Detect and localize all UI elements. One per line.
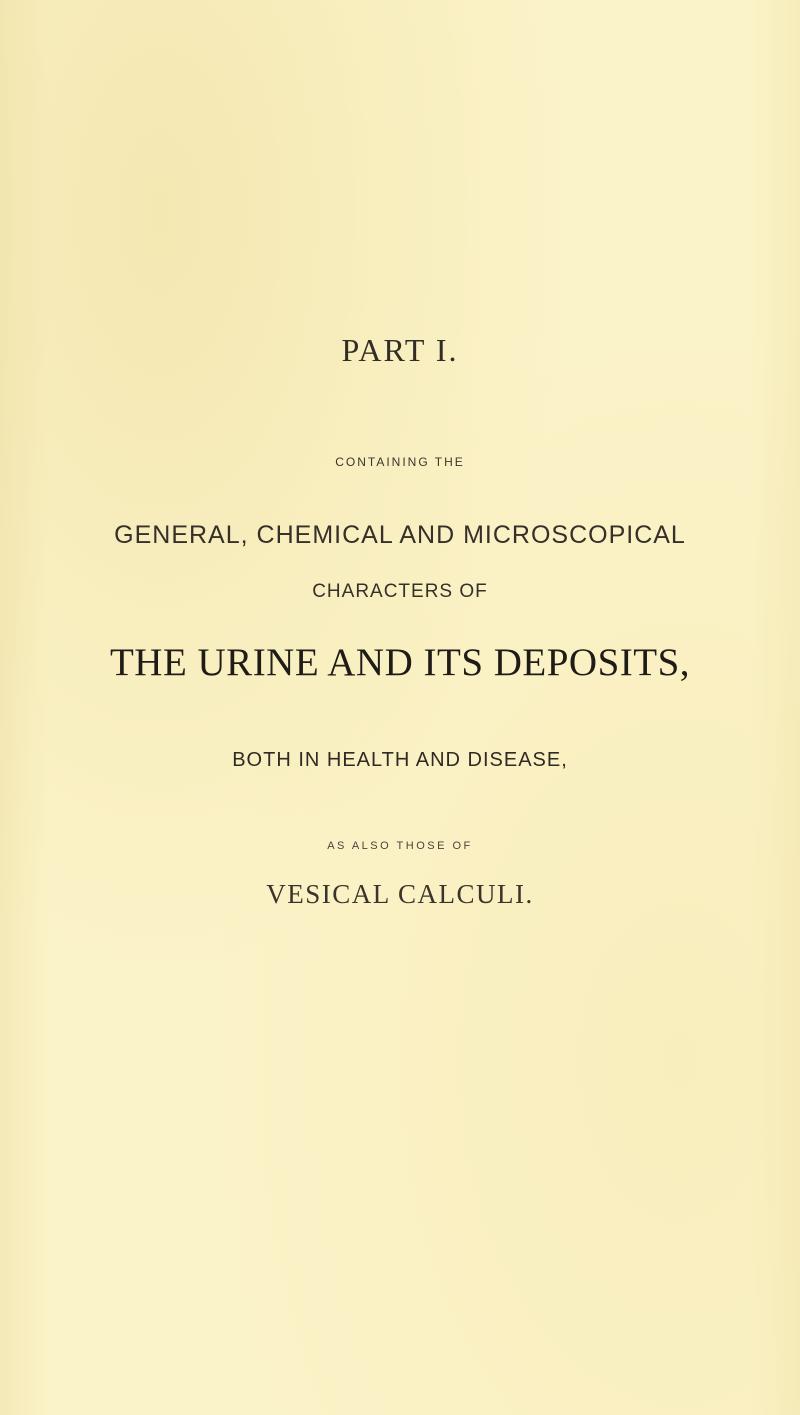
main-title: THE URINE AND ITS DEPOSITS, [109,641,691,684]
final-title: VESICAL CALCULI. [266,879,534,909]
containing-label: CONTAINING THE [335,455,465,469]
subject-line-characters: CHARACTERS OF [312,581,488,602]
condition-line: BOTH IN HEALTH AND DISEASE, [232,749,568,771]
as-also-label: AS ALSO THOSE OF [327,840,473,852]
subject-line-general: GENERAL, CHEMICAL AND MICROSCOPICAL [114,521,686,549]
part-heading: PART I. [341,332,459,368]
